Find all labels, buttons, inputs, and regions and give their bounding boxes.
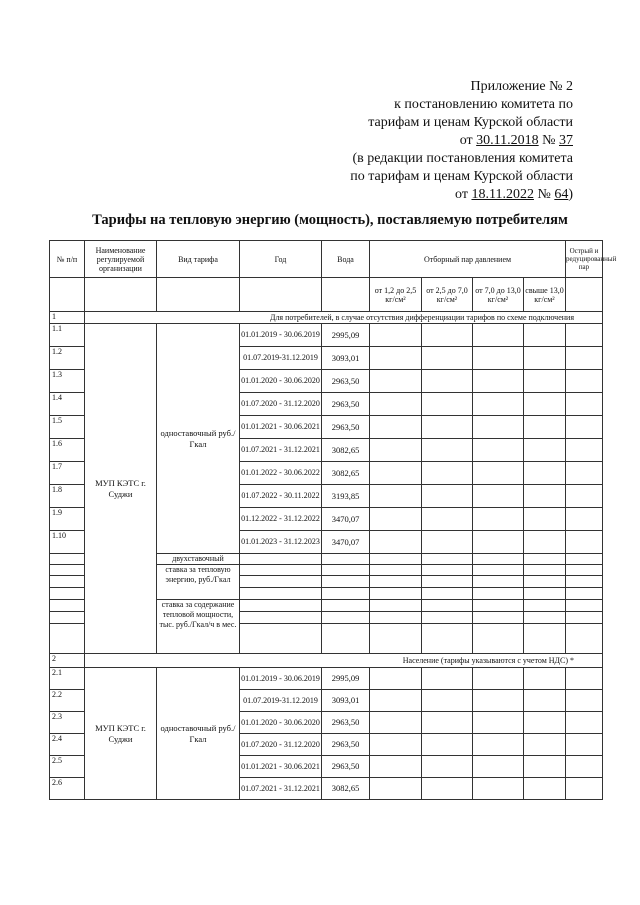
empty-cell — [422, 531, 473, 554]
tariff-period: 01.01.2021 - 30.06.2021 — [240, 416, 322, 439]
empty-cell — [566, 668, 603, 690]
row-number: 1.1 — [50, 324, 85, 347]
tariff-row — [50, 668, 603, 690]
empty-cell — [473, 416, 524, 439]
tariff-period: 01.01.2023 - 31.12.2023 — [240, 531, 322, 554]
empty-cell — [473, 668, 524, 690]
row-number: 1.6 — [50, 439, 85, 462]
water-tariff-value: 2963,50 — [322, 416, 370, 439]
amend-date: 18.11.2022 — [471, 187, 534, 202]
row-number: 1.10 — [50, 531, 85, 554]
tariff-type: одноставочный руб./Гкал — [157, 668, 240, 800]
empty-cell — [524, 690, 566, 712]
empty-cell — [473, 778, 524, 800]
col-header-year: Год — [240, 241, 322, 278]
empty-cell — [422, 370, 473, 393]
empty-cell — [473, 439, 524, 462]
empty-cell — [566, 690, 603, 712]
tariff-period: 01.07.2021 - 31.12.2021 — [240, 439, 322, 462]
empty-cell — [322, 588, 370, 600]
empty-cell — [524, 624, 566, 654]
empty-cell — [566, 531, 603, 554]
empty-cell — [524, 508, 566, 531]
header-line: по тарифам и ценам Курской области — [350, 169, 573, 184]
empty-cell — [473, 734, 524, 756]
two-rate-label: двухставочный — [157, 554, 240, 565]
tariff-period: 01.07.2019-31.12.2019 — [240, 690, 322, 712]
water-tariff-value: 2995,09 — [322, 324, 370, 347]
empty-cell — [240, 554, 322, 565]
row-number: 1.9 — [50, 508, 85, 531]
water-tariff-value: 3082,65 — [322, 462, 370, 485]
empty-cell — [370, 600, 422, 612]
empty-cell — [370, 612, 422, 624]
col-header-p4: свыше 13,0 кг/см² — [524, 278, 566, 312]
col-header-type: Вид тарифа — [157, 241, 240, 278]
empty-cell — [370, 531, 422, 554]
organization-name: МУП КЭТС г. Суджи — [85, 668, 157, 800]
empty-cell — [422, 324, 473, 347]
tariff-period: 01.07.2021 - 31.12.2021 — [240, 778, 322, 800]
tariff-period: 01.01.2020 - 30.06.2020 — [240, 712, 322, 734]
empty-cell — [370, 588, 422, 600]
empty-cell — [370, 347, 422, 370]
empty-cell — [422, 576, 473, 588]
empty-cell — [322, 612, 370, 624]
decree-date: 30.11.2018 — [476, 133, 539, 148]
empty-cell — [422, 712, 473, 734]
empty-cell — [566, 462, 603, 485]
row-number: 1.4 — [50, 393, 85, 416]
empty-cell — [524, 712, 566, 734]
empty-cell — [422, 565, 473, 576]
empty-cell — [473, 756, 524, 778]
empty-cell — [566, 756, 603, 778]
header-line: Приложение № 2 — [470, 79, 573, 94]
empty-cell — [524, 565, 566, 576]
col-header-p3: от 7,0 до 13,0 кг/см² — [473, 278, 524, 312]
empty-cell — [566, 576, 603, 588]
col-header-p2: от 2,5 до 7,0 кг/см² — [422, 278, 473, 312]
empty-cell — [473, 485, 524, 508]
empty-cell — [240, 588, 322, 600]
empty-cell — [473, 393, 524, 416]
section-number: 2 — [50, 654, 85, 668]
empty-cell — [422, 393, 473, 416]
empty-cell — [240, 612, 322, 624]
water-tariff-value: 3093,01 — [322, 690, 370, 712]
tariff-period: 01.01.2019 - 30.06.2019 — [240, 668, 322, 690]
water-tariff-value: 3093,01 — [322, 347, 370, 370]
empty-cell — [322, 624, 370, 654]
col-header-num: № п/п — [50, 241, 85, 278]
empty-cell — [473, 600, 524, 612]
row-number: 2.2 — [50, 690, 85, 712]
empty-cell — [370, 668, 422, 690]
empty-cell — [473, 324, 524, 347]
empty-cell — [422, 668, 473, 690]
water-tariff-value: 3470,07 — [322, 508, 370, 531]
col-header-water: Вода — [322, 241, 370, 278]
tariff-period: 01.07.2020 - 31.12.2020 — [240, 734, 322, 756]
empty-cell — [422, 588, 473, 600]
empty-cell — [566, 485, 603, 508]
header-line: тарифам и ценам Курской области — [368, 115, 573, 130]
tariff-period: 01.01.2020 - 30.06.2020 — [240, 370, 322, 393]
number-sign: № — [533, 187, 555, 202]
empty-cell — [370, 712, 422, 734]
empty-cell — [370, 734, 422, 756]
section-row — [50, 654, 603, 668]
header-line: к постановлению комитета по — [394, 97, 573, 112]
empty-cell — [322, 554, 370, 565]
col-header-org: Наименование регулируемой организации — [85, 241, 157, 278]
empty-cell — [50, 612, 85, 624]
section-label: Население (тарифы указываются с учетом НДС) * — [85, 654, 603, 668]
table-header-row — [50, 241, 603, 278]
empty-cell — [566, 624, 603, 654]
row-number: 1.2 — [50, 347, 85, 370]
empty-cell — [370, 576, 422, 588]
empty-cell — [370, 462, 422, 485]
water-tariff-value: 2963,50 — [322, 393, 370, 416]
empty-cell — [524, 439, 566, 462]
empty-cell — [566, 565, 603, 576]
empty-cell — [422, 624, 473, 654]
empty-cell — [370, 690, 422, 712]
empty-cell — [524, 588, 566, 600]
amend-number: 64 — [554, 187, 569, 202]
empty-cell — [524, 416, 566, 439]
empty-cell — [566, 588, 603, 600]
empty-cell — [422, 462, 473, 485]
tariff-period: 01.07.2019-31.12.2019 — [240, 347, 322, 370]
empty-cell — [370, 324, 422, 347]
heat-rate-label: ставка за тепловую энергию, руб./Гкал — [157, 565, 240, 600]
row-number: 2.6 — [50, 778, 85, 800]
empty-cell — [50, 576, 85, 588]
water-tariff-value: 2963,50 — [322, 756, 370, 778]
date-prefix: от — [455, 187, 472, 202]
water-tariff-value: 2963,50 — [322, 370, 370, 393]
tariff-period: 01.01.2021 - 30.06.2021 — [240, 756, 322, 778]
empty-cell — [566, 554, 603, 565]
tariff-period: 01.07.2020 - 31.12.2020 — [240, 393, 322, 416]
empty-cell — [473, 612, 524, 624]
col-header-p1: от 1,2 до 2,5 кг/см² — [370, 278, 422, 312]
row-number: 1.7 — [50, 462, 85, 485]
row-number: 2.3 — [50, 712, 85, 734]
document-title: Тарифы на тепловую энергию (мощность), поставляемую потребителям — [92, 212, 568, 228]
empty-cell — [370, 393, 422, 416]
table-subheader-row — [50, 278, 603, 312]
empty-cell — [566, 778, 603, 800]
empty-cell — [566, 508, 603, 531]
empty-cell — [50, 624, 85, 654]
empty-cell — [370, 416, 422, 439]
decree-number: 37 — [559, 133, 573, 148]
empty-cell — [524, 485, 566, 508]
row-number: 1.3 — [50, 370, 85, 393]
empty-cell — [422, 600, 473, 612]
empty-cell — [422, 734, 473, 756]
empty-cell — [422, 756, 473, 778]
empty-cell — [473, 565, 524, 576]
tariff-table — [49, 240, 617, 800]
empty-cell — [473, 370, 524, 393]
empty-cell — [566, 347, 603, 370]
water-tariff-value: 2963,50 — [322, 734, 370, 756]
capacity-rate-label: ставка за содержание тепловой мощности, тыс. руб./Гкал/ч в мес. — [157, 600, 240, 654]
empty-cell — [240, 600, 322, 612]
empty-cell — [524, 531, 566, 554]
tariff-row — [50, 324, 603, 347]
section-number: 1 — [50, 312, 85, 324]
empty-cell — [370, 756, 422, 778]
empty-cell — [370, 624, 422, 654]
empty-cell — [422, 690, 473, 712]
header-line: (в редакции постановления комитета — [352, 151, 573, 166]
document-header — [323, 78, 573, 204]
empty-cell — [370, 485, 422, 508]
number-sign: № — [538, 133, 559, 148]
empty-cell — [473, 588, 524, 600]
section-label: Для потребителей, в случае отсутствия дифференциации тарифов по схеме подключения — [85, 312, 603, 324]
empty-cell — [473, 554, 524, 565]
empty-cell — [322, 600, 370, 612]
empty-cell — [422, 612, 473, 624]
empty-cell — [473, 531, 524, 554]
tariff-period: 01.07.2022 - 30.11.2022 — [240, 485, 322, 508]
empty-cell — [566, 416, 603, 439]
empty-cell — [566, 370, 603, 393]
empty-cell — [524, 393, 566, 416]
empty-cell — [422, 778, 473, 800]
empty-cell — [370, 554, 422, 565]
empty-cell — [422, 554, 473, 565]
empty-cell — [370, 370, 422, 393]
empty-cell — [473, 690, 524, 712]
empty-cell — [524, 668, 566, 690]
empty-cell — [370, 778, 422, 800]
row-number: 2.5 — [50, 756, 85, 778]
empty-cell — [422, 508, 473, 531]
section-row — [50, 312, 603, 324]
empty-cell — [322, 576, 370, 588]
empty-cell — [422, 347, 473, 370]
water-tariff-value: 2995,09 — [322, 668, 370, 690]
water-tariff-value: 3082,65 — [322, 778, 370, 800]
empty-cell — [473, 576, 524, 588]
empty-cell — [50, 588, 85, 600]
water-tariff-value: 3193,85 — [322, 485, 370, 508]
empty-cell — [473, 624, 524, 654]
empty-cell — [524, 734, 566, 756]
empty-cell — [524, 576, 566, 588]
header-date-line — [323, 132, 573, 150]
empty-cell — [566, 612, 603, 624]
empty-cell — [524, 347, 566, 370]
row-number: 1.8 — [50, 485, 85, 508]
empty-cell — [524, 462, 566, 485]
empty-cell — [370, 508, 422, 531]
empty-cell — [524, 600, 566, 612]
empty-cell — [322, 565, 370, 576]
empty-cell — [473, 347, 524, 370]
row-number: 2.4 — [50, 734, 85, 756]
empty-cell — [422, 485, 473, 508]
empty-cell — [50, 554, 85, 565]
empty-cell — [422, 439, 473, 462]
empty-cell — [50, 565, 85, 576]
empty-cell — [473, 508, 524, 531]
tariff-period: 01.01.2022 - 30.06.2022 — [240, 462, 322, 485]
empty-cell — [524, 324, 566, 347]
closing-paren: ) — [568, 187, 573, 202]
empty-cell — [240, 565, 322, 576]
empty-cell — [566, 712, 603, 734]
tariff-period: 01.12.2022 - 31.12.2022 — [240, 508, 322, 531]
empty-cell — [422, 416, 473, 439]
empty-cell — [524, 554, 566, 565]
col-header-sharp-steam: Острый и редуцированный пар — [566, 241, 603, 278]
water-tariff-value: 3082,65 — [322, 439, 370, 462]
empty-cell — [473, 712, 524, 734]
empty-cell — [524, 370, 566, 393]
header-amend-date-line — [323, 186, 573, 204]
empty-cell — [566, 600, 603, 612]
empty-cell — [566, 439, 603, 462]
empty-cell — [370, 439, 422, 462]
empty-cell — [370, 565, 422, 576]
water-tariff-value: 3470,07 — [322, 531, 370, 554]
row-number: 2.1 — [50, 668, 85, 690]
empty-cell — [566, 324, 603, 347]
empty-cell — [524, 756, 566, 778]
empty-cell — [524, 612, 566, 624]
organization-name: МУП КЭТС г. Суджи — [85, 324, 157, 654]
col-header-steam: Отборный пар давлением — [370, 241, 566, 278]
empty-cell — [566, 734, 603, 756]
empty-cell — [240, 576, 322, 588]
empty-cell — [50, 600, 85, 612]
empty-cell — [566, 393, 603, 416]
empty-cell — [473, 462, 524, 485]
tariff-type: одноставочный руб./Гкал — [157, 324, 240, 554]
empty-cell — [240, 624, 322, 654]
row-number: 1.5 — [50, 416, 85, 439]
date-prefix: от — [459, 133, 477, 148]
empty-cell — [524, 778, 566, 800]
tariff-period: 01.01.2019 - 30.06.2019 — [240, 324, 322, 347]
water-tariff-value: 2963,50 — [322, 712, 370, 734]
